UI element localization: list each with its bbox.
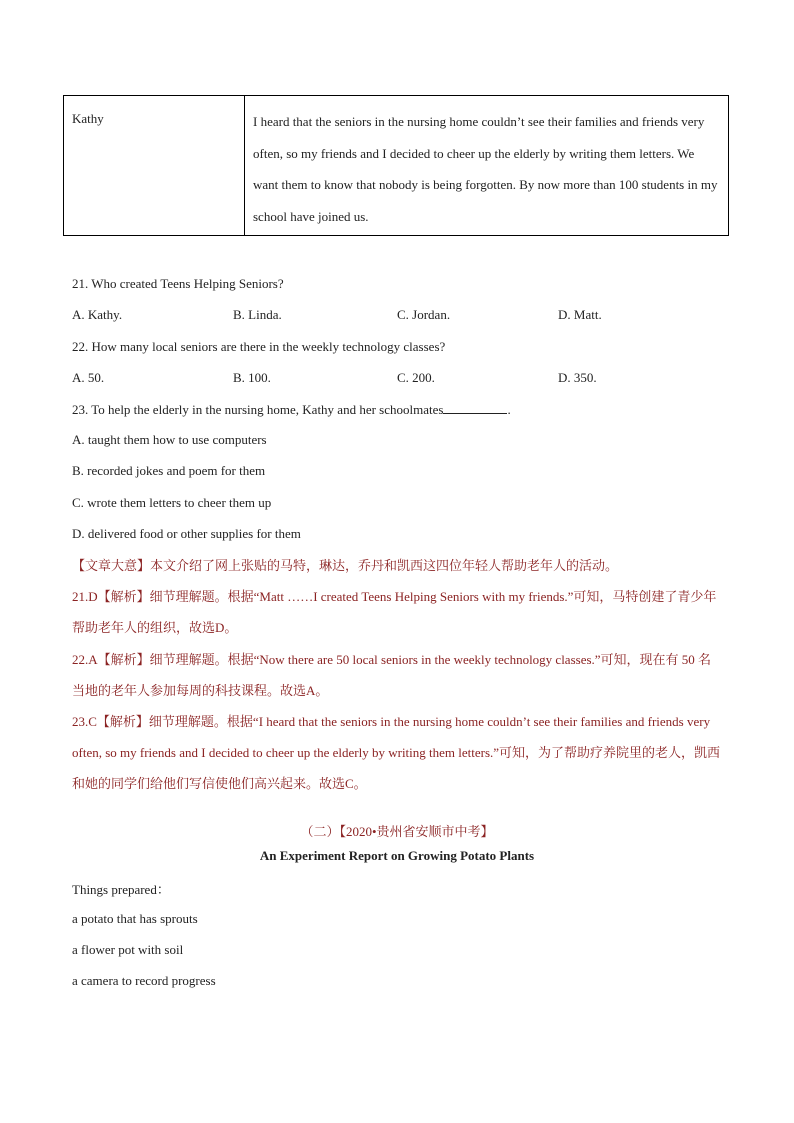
q23-option-d: D. delivered food or other supplies for them [72,526,301,541]
table-name-cell: Kathy [64,96,245,235]
q23-option-c: C. wrote them letters to cheer them up [72,495,272,510]
analysis-22: 22.A【解析】细节理解题。根据“Now there are 50 local seniors in the weekly technology classes.”可知，现在有 50 名当地的老年人参加每周的科技课程。故选A。 [72,652,712,698]
question-22-stem: 22. How many local seniors are there in the weekly technology classes? [72,339,446,354]
q21-option-c: C. Jordan. [397,307,451,322]
q23-stem-text: 23. To help the elderly in the nursing home, Kathy and her schoolmates [72,402,444,417]
section-title: An Experiment Report on Growing Potato Plants [259,848,535,863]
prepared-item: a potato that has sprouts [72,911,198,926]
q23-option-a: A. taught them how to use computers [72,432,267,447]
q22-option-b: B. 100. [233,370,271,385]
analysis-23: 23.C【解析】细节理解题。根据“I heard that the seniors in the nursing home couldn’t see their families and friends very often, so my friends and I decided to cheer up the elderly by writing them letters.”可知，为了帮助疗养院里的老人，凯西和她的同学们给他们写信使他们高兴起来。故选C。 [72,714,721,791]
things-prepared-label: Things prepared： [72,882,170,897]
prepared-item: a camera to record progress [72,973,216,988]
testimony-table [63,95,729,236]
prepared-item: a flower pot with soil [72,942,184,957]
question-23-stem [72,401,511,418]
analysis-21: 21.D【解析】细节理解题。根据“Matt ……I created Teens Helping Seniors with my friends.”可知，马特创建了青少年帮助老年人的组织，故选D。 [72,589,717,635]
q22-option-a: A. 50. [72,370,105,385]
q23-stem-end: . [507,402,511,417]
q22-option-d: D. 350. [558,370,597,385]
q23-option-b: B. recorded jokes and poem for them [72,463,266,478]
q21-option-b: B. Linda. [233,307,282,322]
q22-option-c: C. 200. [397,370,435,385]
question-21-stem: 21. Who created Teens Helping Seniors? [72,276,284,291]
section-heading: （二）【2020•贵州省安顺市中考】 [300,824,494,839]
answer-blank [443,401,507,414]
table-text-cell: I heard that the seniors in the nursing home couldn’t see their families and friends very often, so my friends and I decided to cheer up the elderly by writing them letters. We want them to know that nobody is being forgotten. By now more than 100 students in my school have joined us. [253,114,718,224]
q21-option-d: D. Matt. [558,307,602,322]
q21-option-a: A. Kathy. [72,307,123,322]
analysis-summary: 【文章大意】本文介绍了网上张贴的马特，琳达，乔丹和凯西这四位年轻人帮助老年人的活动。 [72,558,619,573]
